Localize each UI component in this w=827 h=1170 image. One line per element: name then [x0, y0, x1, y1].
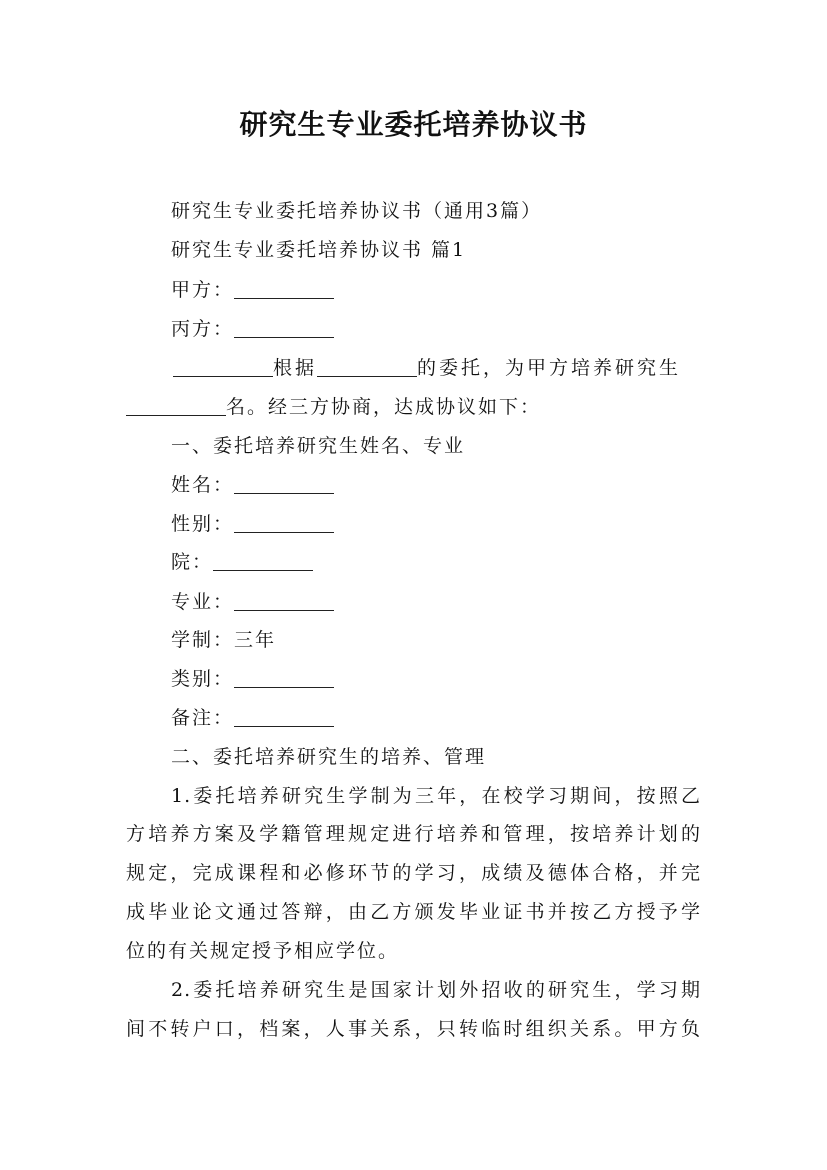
paragraph-1-line: 1.委托培养研究生学制为三年，在校学习期间，按照乙	[171, 785, 701, 807]
intro-line-1: 根据 的委托，为甲方培养研究生	[173, 356, 681, 380]
subtitle: 研究生专业委托培养协议书（通用3篇）	[171, 200, 543, 222]
party-a-line	[171, 278, 334, 302]
major-line: 专业：	[171, 590, 334, 614]
category-line: 类别：	[171, 667, 334, 691]
blank-line	[234, 280, 334, 299]
blank-line	[126, 397, 226, 416]
paragraph-1-line: 成毕业论文通过答辩，由乙方颁发毕业证书并按乙方授予学	[126, 901, 701, 923]
intro-line-2: 名。经三方协商，达成协议如下：	[126, 395, 541, 419]
piece-title: 研究生专业委托培养协议书 篇1	[171, 239, 467, 261]
paragraph-2-line: 2.委托培养研究生是国家计划外招收的研究生，学习期	[171, 979, 701, 1001]
party-c-label: 丙方：	[171, 318, 235, 340]
paragraph-2-line: 间不转户口，档案，人事关系，只转临时组织关系。甲方负	[126, 1018, 701, 1040]
name-line: 姓名：	[171, 473, 334, 497]
blank-line	[213, 552, 313, 571]
party-c-line	[171, 317, 334, 341]
blank-line	[234, 514, 334, 533]
blank-line	[234, 669, 334, 688]
paragraph-1-line: 位的有关规定授予相应学位。	[126, 940, 400, 962]
party-a-label: 甲方：	[171, 279, 235, 301]
blank-line	[234, 708, 334, 727]
section-2-heading: 二、委托培养研究生的培养、管理	[171, 746, 487, 768]
blank-line	[234, 475, 334, 494]
remarks-line: 备注：	[171, 706, 334, 730]
college-line: 院：	[171, 550, 313, 574]
blank-line	[173, 358, 273, 377]
blank-line	[234, 592, 334, 611]
blank-line	[317, 358, 417, 377]
blank-line	[234, 319, 334, 338]
duration-line: 学制：三年	[171, 629, 277, 651]
gender-line: 性别：	[171, 512, 334, 536]
paragraph-1-line: 方培养方案及学籍管理规定进行培养和管理，按培养计划的	[126, 823, 701, 845]
paragraph-1-line: 规定，完成课程和必修环节的学习，成绩及德体合格，并完	[126, 862, 701, 884]
document-title: 研究生专业委托培养协议书	[239, 108, 588, 141]
section-1-heading: 一、委托培养研究生姓名、专业	[171, 435, 466, 457]
